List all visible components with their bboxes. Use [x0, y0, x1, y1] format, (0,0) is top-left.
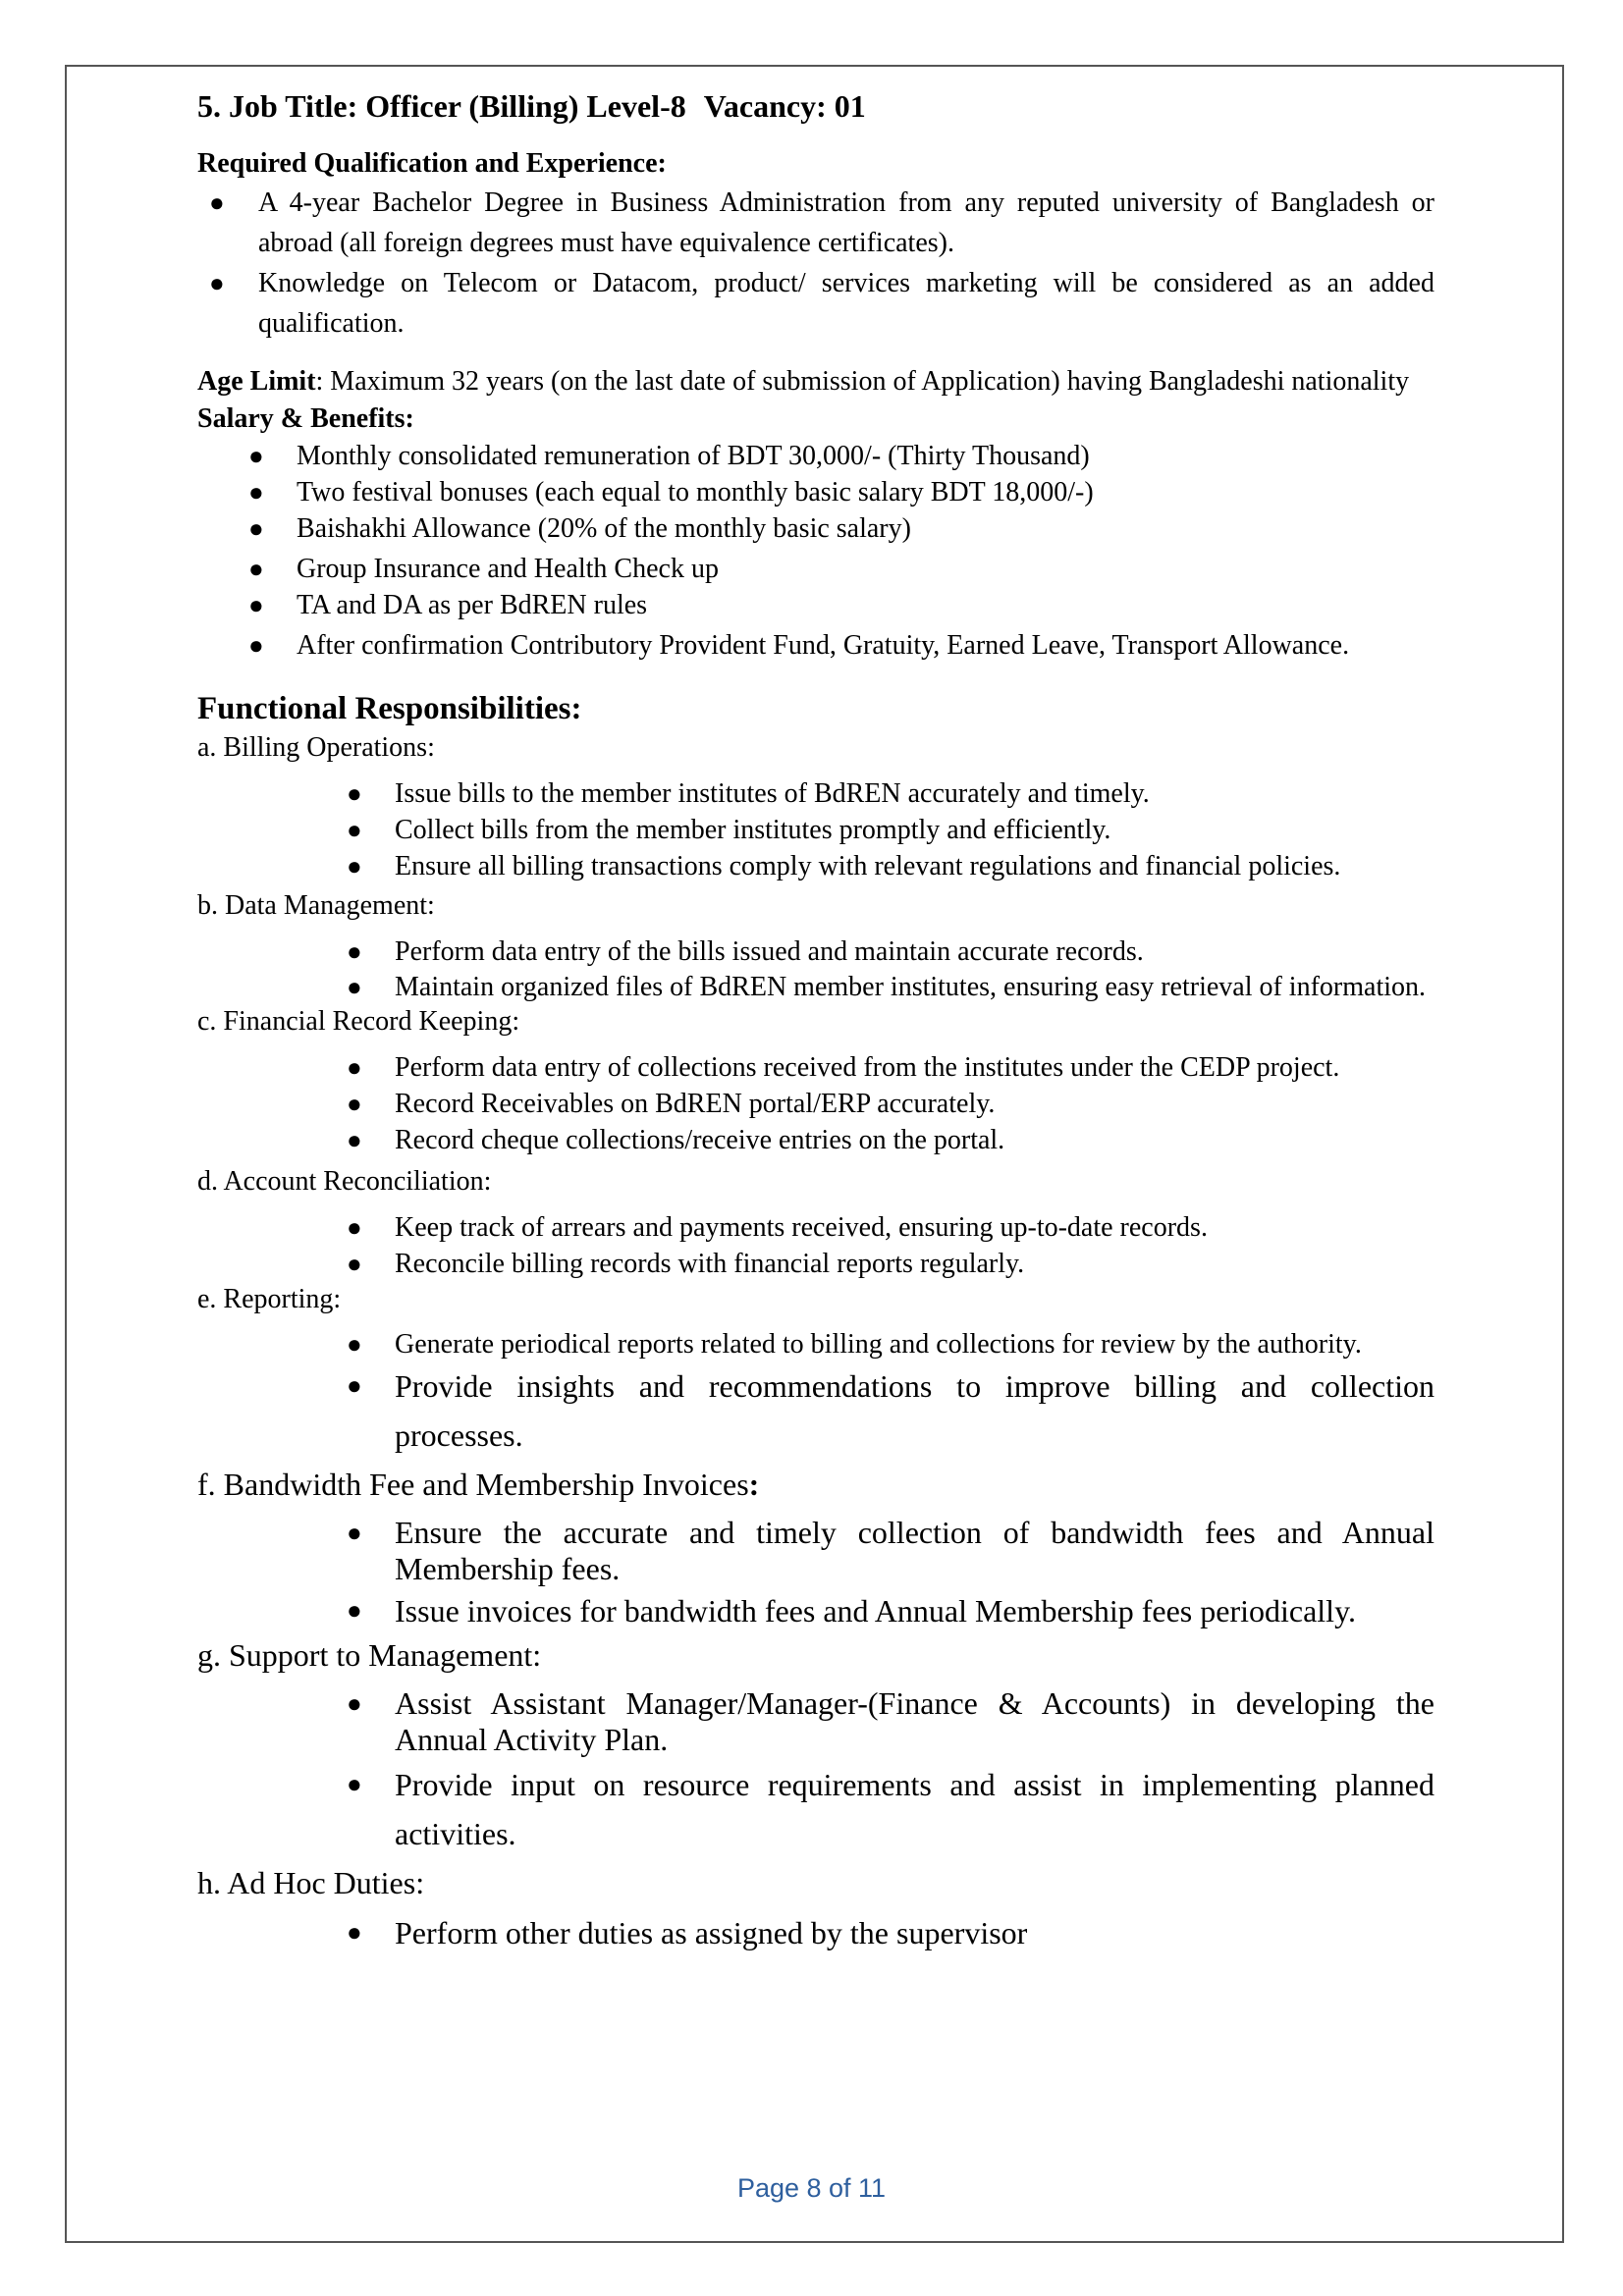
section-ad-hoc-duties: h. Ad Hoc Duties:	[197, 1865, 425, 1900]
bullet-icon: ●	[248, 555, 264, 583]
responsibilities-heading: Functional Responsibilities:	[197, 691, 582, 726]
list-item: ● Perform other duties as assigned by the supervisor	[347, 1915, 1028, 1950]
list-item: ● After confirmation Contributory Provident Fund, Gratuity, Earned Leave, Transport Allowance.	[197, 625, 1434, 666]
list-item: ● Record cheque collections/receive entries on the portal.	[197, 1122, 1434, 1158]
bullet-icon: ●	[347, 973, 362, 1001]
section-support-to-management: g. Support to Management:	[197, 1637, 542, 1673]
bullet-icon: ●	[347, 1918, 362, 1947]
list-item: ● Keep track of arrears and payments received, ensuring up-to-date records.	[197, 1209, 1434, 1246]
list-item: ● Provide input on resource requirements and assist in implementing planned activities.	[197, 1760, 1434, 1858]
list-item: ● Maintain organized files of BdREN member institutes, ensuring easy retrieval of information.	[347, 972, 1426, 1002]
bullet-icon: ●	[347, 1250, 362, 1278]
data-management-list	[197, 934, 1434, 1004]
salary-heading: Salary & Benefits:	[197, 403, 414, 434]
billing-operations-list	[197, 775, 1434, 884]
list-item: ● Record Receivables on BdREN portal/ERP accurately.	[197, 1086, 1434, 1122]
list-item: ● Assist Assistant Manager/Manager-(Finance & Accounts) in developing the Annual Activity Plan.	[347, 1685, 1434, 1757]
list-item: ● Perform data entry of the bills issued and maintain accurate records.	[197, 934, 1434, 970]
list-item: ● Issue invoices for bandwidth fees and Annual Membership fees periodically.	[347, 1593, 1356, 1629]
list-item: ● Monthly consolidated remuneration of BDT 30,000/- (Thirty Thousand)	[197, 438, 1434, 474]
section-bandwidth-fee: f. Bandwidth Fee and Membership Invoices:	[197, 1467, 760, 1502]
bullet-icon: ●	[347, 1053, 362, 1082]
account-reconciliation-list	[197, 1209, 1434, 1282]
bullet-icon: ●	[347, 852, 362, 881]
bullet-icon: ●	[248, 478, 264, 507]
list-item: ● Collect bills from the member institutes promptly and efficiently.	[197, 812, 1434, 848]
job-title-line	[197, 84, 1434, 128]
list-item: ● Ensure all billing transactions comply with relevant regulations and financial policies.	[197, 848, 1434, 884]
page-number: Page 8 of 11	[736, 2173, 887, 2203]
bullet-icon: ●	[347, 1330, 362, 1359]
bullet-icon: ●	[347, 1090, 362, 1118]
age-limit-text: : Maximum 32 years (on the last date of submission of Application) having Bangladeshi nationality	[315, 366, 1410, 397]
qualification-heading: Required Qualification and Experience:	[197, 148, 667, 179]
list-item: ● Reconcile billing records with financial reports regularly.	[197, 1246, 1434, 1282]
vacancy: Vacancy: 01	[703, 88, 866, 124]
bandwidth-fee-list	[197, 1515, 1434, 1630]
list-item: ● Two festival bonuses (each equal to monthly basic salary BDT 18,000/-)	[197, 474, 1434, 510]
bullet-icon: ●	[209, 188, 225, 217]
list-item: ● Knowledge on Telecom or Datacom, product/ services marketing will be considered as an added qualification.	[197, 263, 1434, 344]
document-body	[197, 84, 1434, 1952]
section-financial-record-keeping: c. Financial Record Keeping:	[197, 1006, 520, 1037]
list-item: ● Provide insights and recommendations to improve billing and collection processes.	[197, 1362, 1434, 1460]
section-data-management: b. Data Management:	[197, 890, 435, 921]
bullet-icon: ●	[248, 442, 264, 470]
bullet-icon: ●	[248, 631, 264, 660]
bullet-icon: ●	[347, 1371, 362, 1400]
qualification-list	[197, 183, 1434, 344]
bullet-icon: ●	[347, 1519, 362, 1547]
bullet-icon: ●	[347, 937, 362, 966]
list-item: ● Group Insurance and Health Check up	[197, 551, 1434, 587]
section-account-reconciliation: d. Account Reconciliation:	[197, 1166, 492, 1197]
bullet-icon: ●	[209, 269, 225, 297]
bullet-icon: ●	[347, 1596, 362, 1625]
list-item: ● Perform data entry of collections received from the institutes under the CEDP project.	[197, 1049, 1434, 1086]
bullet-icon: ●	[347, 1770, 362, 1798]
reporting-list	[197, 1327, 1434, 1460]
job-title: 5. Job Title: Officer (Billing) Level-8	[197, 88, 686, 124]
list-item: ● Generate periodical reports related to billing and collections for review by the authority.	[347, 1329, 1362, 1360]
ad-hoc-duties-list	[197, 1913, 1434, 1952]
list-item: ● Issue bills to the member institutes of BdREN accurately and timely.	[197, 775, 1434, 812]
salary-list	[197, 438, 1434, 666]
list-item: ● Baishakhi Allowance (20% of the monthly basic salary)	[197, 510, 1434, 547]
bullet-icon: ●	[248, 514, 264, 543]
bullet-icon: ●	[347, 816, 362, 844]
age-limit	[197, 363, 1434, 400]
list-item: ● A 4-year Bachelor Degree in Business Administration from any reputed university of Bangladesh or abroad (all foreign degrees must have equivalence certificates).	[197, 183, 1434, 263]
section-reporting: e. Reporting:	[197, 1284, 342, 1314]
bullet-icon: ●	[347, 1126, 362, 1154]
bullet-icon: ●	[347, 1213, 362, 1242]
list-item: ● Ensure the accurate and timely collection of bandwidth fees and Annual Membership fees.	[347, 1515, 1434, 1586]
section-billing-operations: a. Billing Operations:	[197, 732, 435, 763]
bullet-icon: ●	[248, 591, 264, 619]
bullet-icon: ●	[347, 1689, 362, 1718]
financial-record-list	[197, 1049, 1434, 1158]
bullet-icon: ●	[347, 779, 362, 808]
list-item: ● TA and DA as per BdREN rules	[197, 587, 1434, 623]
age-limit-label: Age Limit	[197, 366, 316, 397]
support-to-management-list	[197, 1685, 1434, 1858]
